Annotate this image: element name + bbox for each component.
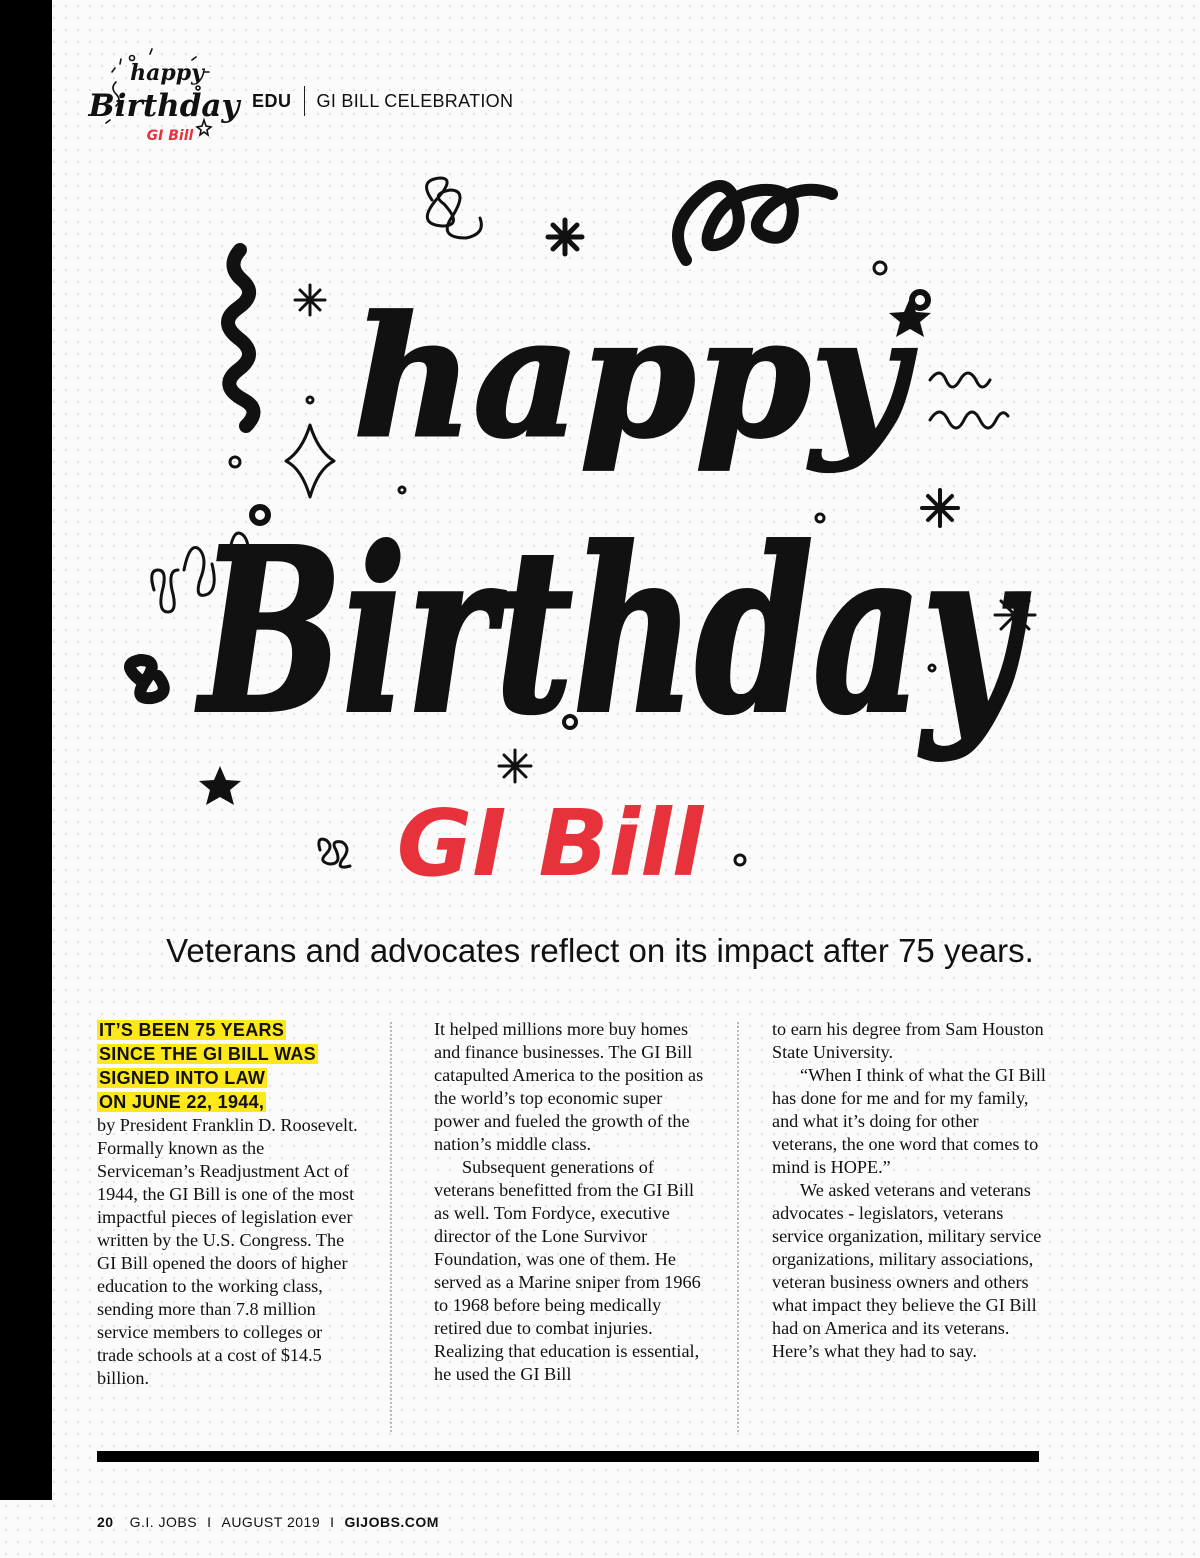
hero-lettering [110, 150, 1110, 910]
website-link[interactable]: GIJOBS.COM [344, 1514, 439, 1530]
paragraph: by President Franklin D. Roosevelt. Formally known as the Serviceman’s Readjustment Act of 1944, the GI Bill is one of the most impactful pieces of legislation ever written by the U.S. Congress. The GI Bill opened the doors of higher education to the working class, sending more than 7.8 million service members to colleges or trade schools at a cost of $14.5 billion. [97, 1115, 358, 1388]
article-column-2 [434, 1018, 706, 1438]
paragraph: “When I think of what the GI Bill has done for me and for my family, and what it’s doing for other veterans, the one word that comes to mind is HOPE.” [772, 1065, 1046, 1177]
hero-text-happy: happy [353, 280, 907, 474]
paragraph: to earn his degree from Sam Houston State University. [772, 1019, 1044, 1062]
column-divider [737, 1022, 739, 1432]
magazine-name: G.I. JOBS [129, 1514, 198, 1530]
footer-rule [97, 1451, 1039, 1462]
paragraph: Subsequent generations of veterans benefitted from the GI Bill as well. Tom Fordyce, executive director of the Lone Survivor Foundation, was one of them. He served as a Marine sniper from 1966 to 1968 before being medically retired due to combat injuries. Realizing that education is essential, he used the GI Bill [434, 1157, 701, 1384]
logo-text-birthday: Birthday [88, 88, 240, 124]
hero-text-birthday: Birthday [195, 500, 1030, 764]
logo-text-happy: happy [130, 60, 204, 86]
article-column-3 [772, 1018, 1047, 1438]
hero-text-gi-bill: GI Bill [396, 790, 704, 897]
page-footer [97, 1514, 439, 1530]
lead-line: ON JUNE 22, 1944, [99, 1092, 265, 1112]
article-column-1 [97, 1018, 359, 1438]
article-subtitle: Veterans and advocates reflect on its impact after 75 years. [166, 932, 1034, 969]
lead-line: SINCE THE GI BILL WAS [99, 1044, 316, 1064]
lead-line: IT’S BEEN 75 YEARS [99, 1020, 285, 1040]
section-header [252, 88, 513, 114]
section-label: EDU [252, 90, 292, 111]
left-edge-bar [0, 0, 52, 1500]
page-number: 20 [97, 1514, 114, 1530]
birthday-logo [88, 42, 242, 152]
paragraph: We asked veterans and veterans advocates - legislators, veterans service organization, military service organizations, military associations, veteran business owners and others what impact they believe the GI Bill had on America and its veterans. Here’s what they had to say. [772, 1180, 1042, 1361]
footer-separator: I [207, 1514, 212, 1530]
section-subtitle: GI BILL CELEBRATION [316, 90, 514, 111]
lead-highlight [97, 1018, 359, 1114]
paragraph: It helped millions more buy homes and finance businesses. The GI Bill catapulted America to the position as the world’s top economic super power and fueled the growth of the nation’s middle class. [434, 1019, 704, 1154]
lead-line: SIGNED INTO LAW [99, 1068, 266, 1088]
column-divider [390, 1022, 392, 1432]
logo-text-gi-bill: GI Bill [146, 128, 194, 144]
section-divider [304, 86, 305, 116]
footer-separator: I [330, 1514, 335, 1530]
issue-date: AUGUST 2019 [221, 1514, 321, 1530]
